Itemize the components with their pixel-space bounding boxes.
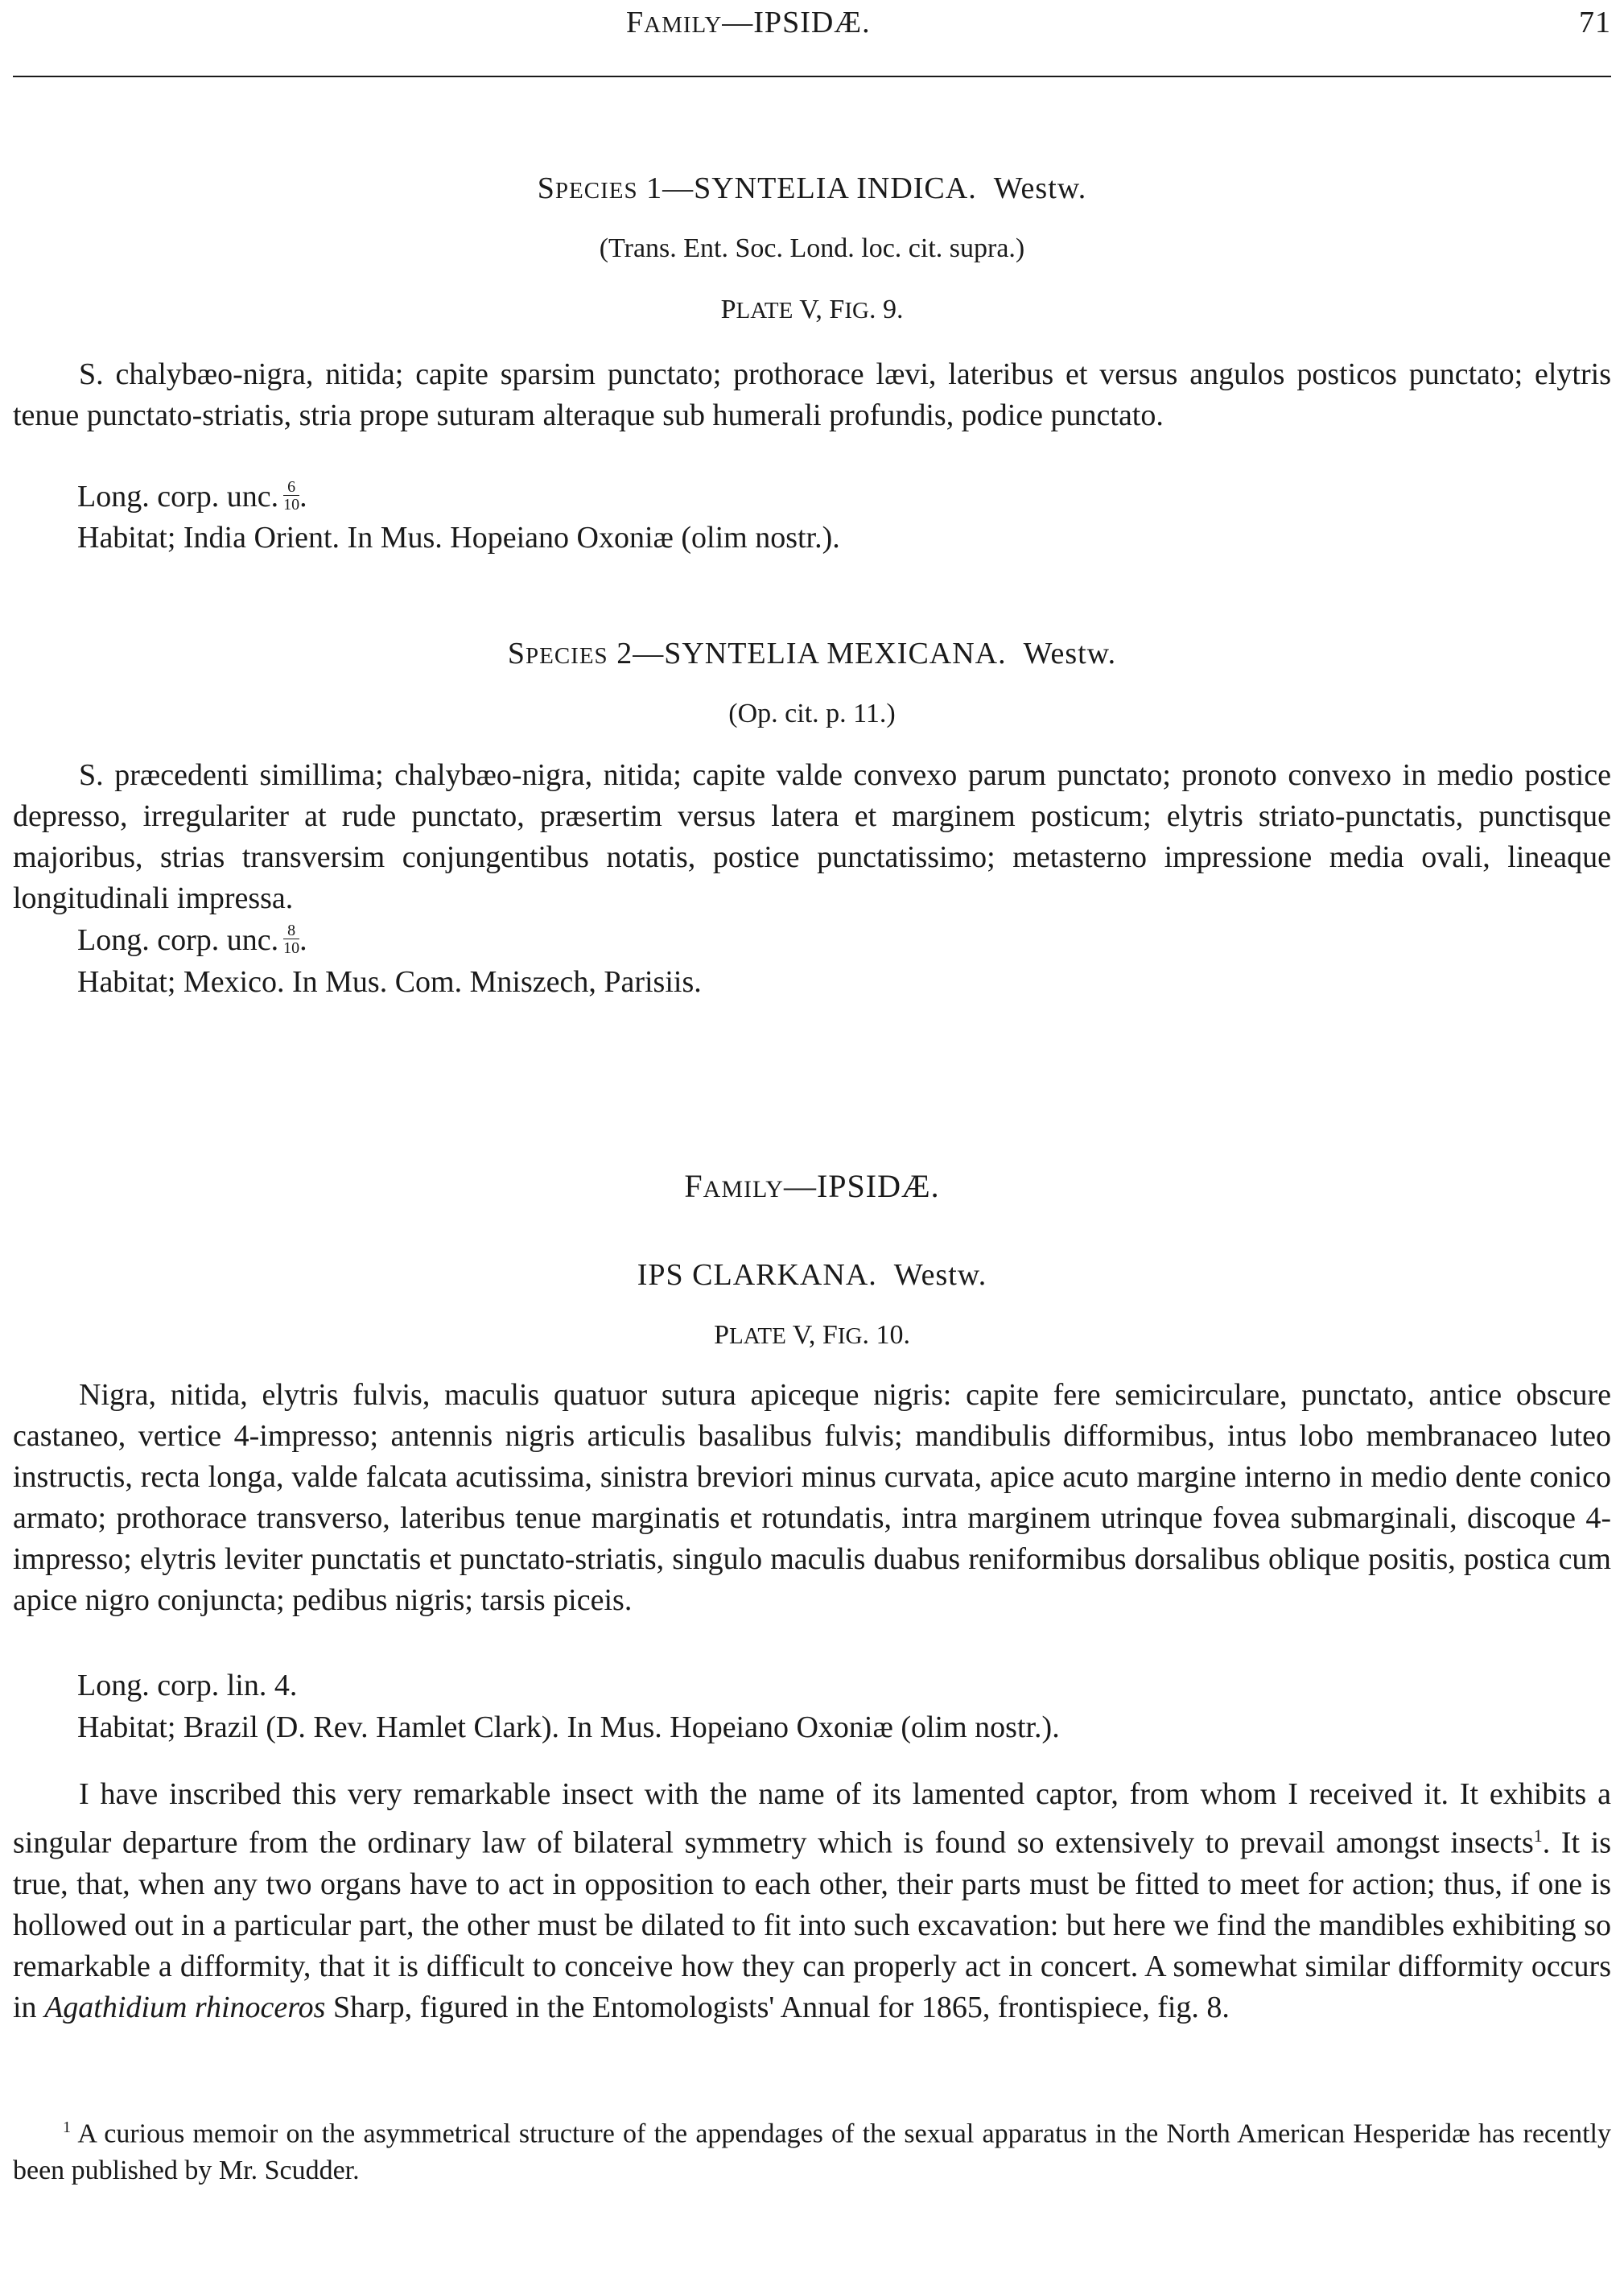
family-title: FAMILY—IPSIDÆ. <box>684 1168 940 1204</box>
remarks-paragraph: I have inscribed this very remarkable insect with the name of its lamented captor, from whom I received it. It exhibits a singular departure from the ordinary law of bilateral symmetry which is found so extensively to prevail amongst insects$^1$. It is true, that, when any two organs have to act in opposition to each other, their parts must be fitted to meet for action; thus, if one is hollowed out in a particular part, the other must be dilated to fit into such excavation: but here we find the mandibles exhibiting so remarkable a difformity, that it is difficult to conceive how they can properly act in concert. A somewhat similar difformity occurs in Agathidium rhinoceros Sharp, figured in the Entomologists' Annual for 1865, frontispiece, fig. 8. <box>13 1777 1611 2024</box>
species-1-description: S. chalybæo-nigra, nitida; capite sparsim punctato; prothorace lævi, lateribus et versus angulos posticos punctato; elytris tenue punctato-striatis, stria prope suturam alteraque sub humerali profundis, podice punctato. <box>13 357 1611 432</box>
species-2-length: Long. corp. unc. $\frac{8}{10}$ . <box>77 922 307 958</box>
family-length: Long. corp. lin. 4. <box>77 1669 298 1702</box>
species-1-habitat: Habitat; India Orient. In Mus. Hopeiano Oxoniæ (olim nostr.). <box>77 521 840 555</box>
footnote: $^1$ A curious memoir on the asymmetrical structure of the appendages of the sexual apparatus in the North American Hesperidæ has recently been published by Mr. Scudder. <box>13 2119 1611 2186</box>
species-1-title: SPECIES 1—SYNTELIA INDICA. Westw. <box>537 171 1087 205</box>
family-plate: PLATE V, FIG. 10. <box>714 1320 910 1350</box>
genus-title: IPS CLARKANA. Westw. <box>637 1258 987 1292</box>
species-1-plate: PLATE V, FIG. 9. <box>720 295 904 324</box>
species-1-length: Long. corp. unc. $\frac{6}{10}$ . <box>77 478 307 514</box>
family-description: Nigra, nitida, elytris fulvis, maculis quatuor sutura apiceque nigris: capite fere semicirculare, punctato, antice obscure castaneo, vertice 4-impresso; antennis nigris articulis basalibus fulvis; mandibulis difformibus, intus lobo membranaceo luteo instructis, recta longa, valde falcata acutissima, sinistra breviori minus curvata, apice acuto margine interno in medio dente conico armato; prothorace transverso, lateribus tenue marginatis et rotundatis, intra marginem utrinque fovea submarginali, discoque 4-impresso; elytris leviter punctatis et punctato-striatis, singulo maculis duabus reniformibus dorsalibus oblique positis, postica cum apice nigro conjuncta; pedibus nigris; tarsis piceis. <box>13 1378 1611 1617</box>
species-2-description: S. præcedenti simillima; chalybæo-nigra, nitida; capite valde convexo parum punctato; pronoto convexo in medio postice depresso, irregulariter at rude punctato, præsertim versus latera et marginem posticum; elytris striato-punctatis, punctisque majoribus, strias transversim conjungentibus notatis, postice punctatissimo; metasterno impressione media ovali, lineaque longitudinali impressa. <box>13 758 1611 915</box>
species-2-reference: (Op. cit. p. 11.) <box>728 699 896 728</box>
header-rule <box>13 76 1611 77</box>
running-title: FAMILY—IPSIDÆ. <box>626 6 871 39</box>
family-habitat: Habitat; Brazil (D. Rev. Hamlet Clark). In Mus. Hopeiano Oxoniæ (olim nostr.). <box>77 1710 1060 1744</box>
species-2-habitat: Habitat; Mexico. In Mus. Com. Mniszech, Parisiis. <box>77 965 702 999</box>
species-2-title: SPECIES 2—SYNTELIA MEXICANA. Westw. <box>507 637 1117 670</box>
species-1-reference: (Trans. Ent. Soc. Lond. loc. cit. supra.) <box>599 233 1025 263</box>
page-number: 71 <box>1579 6 1611 39</box>
